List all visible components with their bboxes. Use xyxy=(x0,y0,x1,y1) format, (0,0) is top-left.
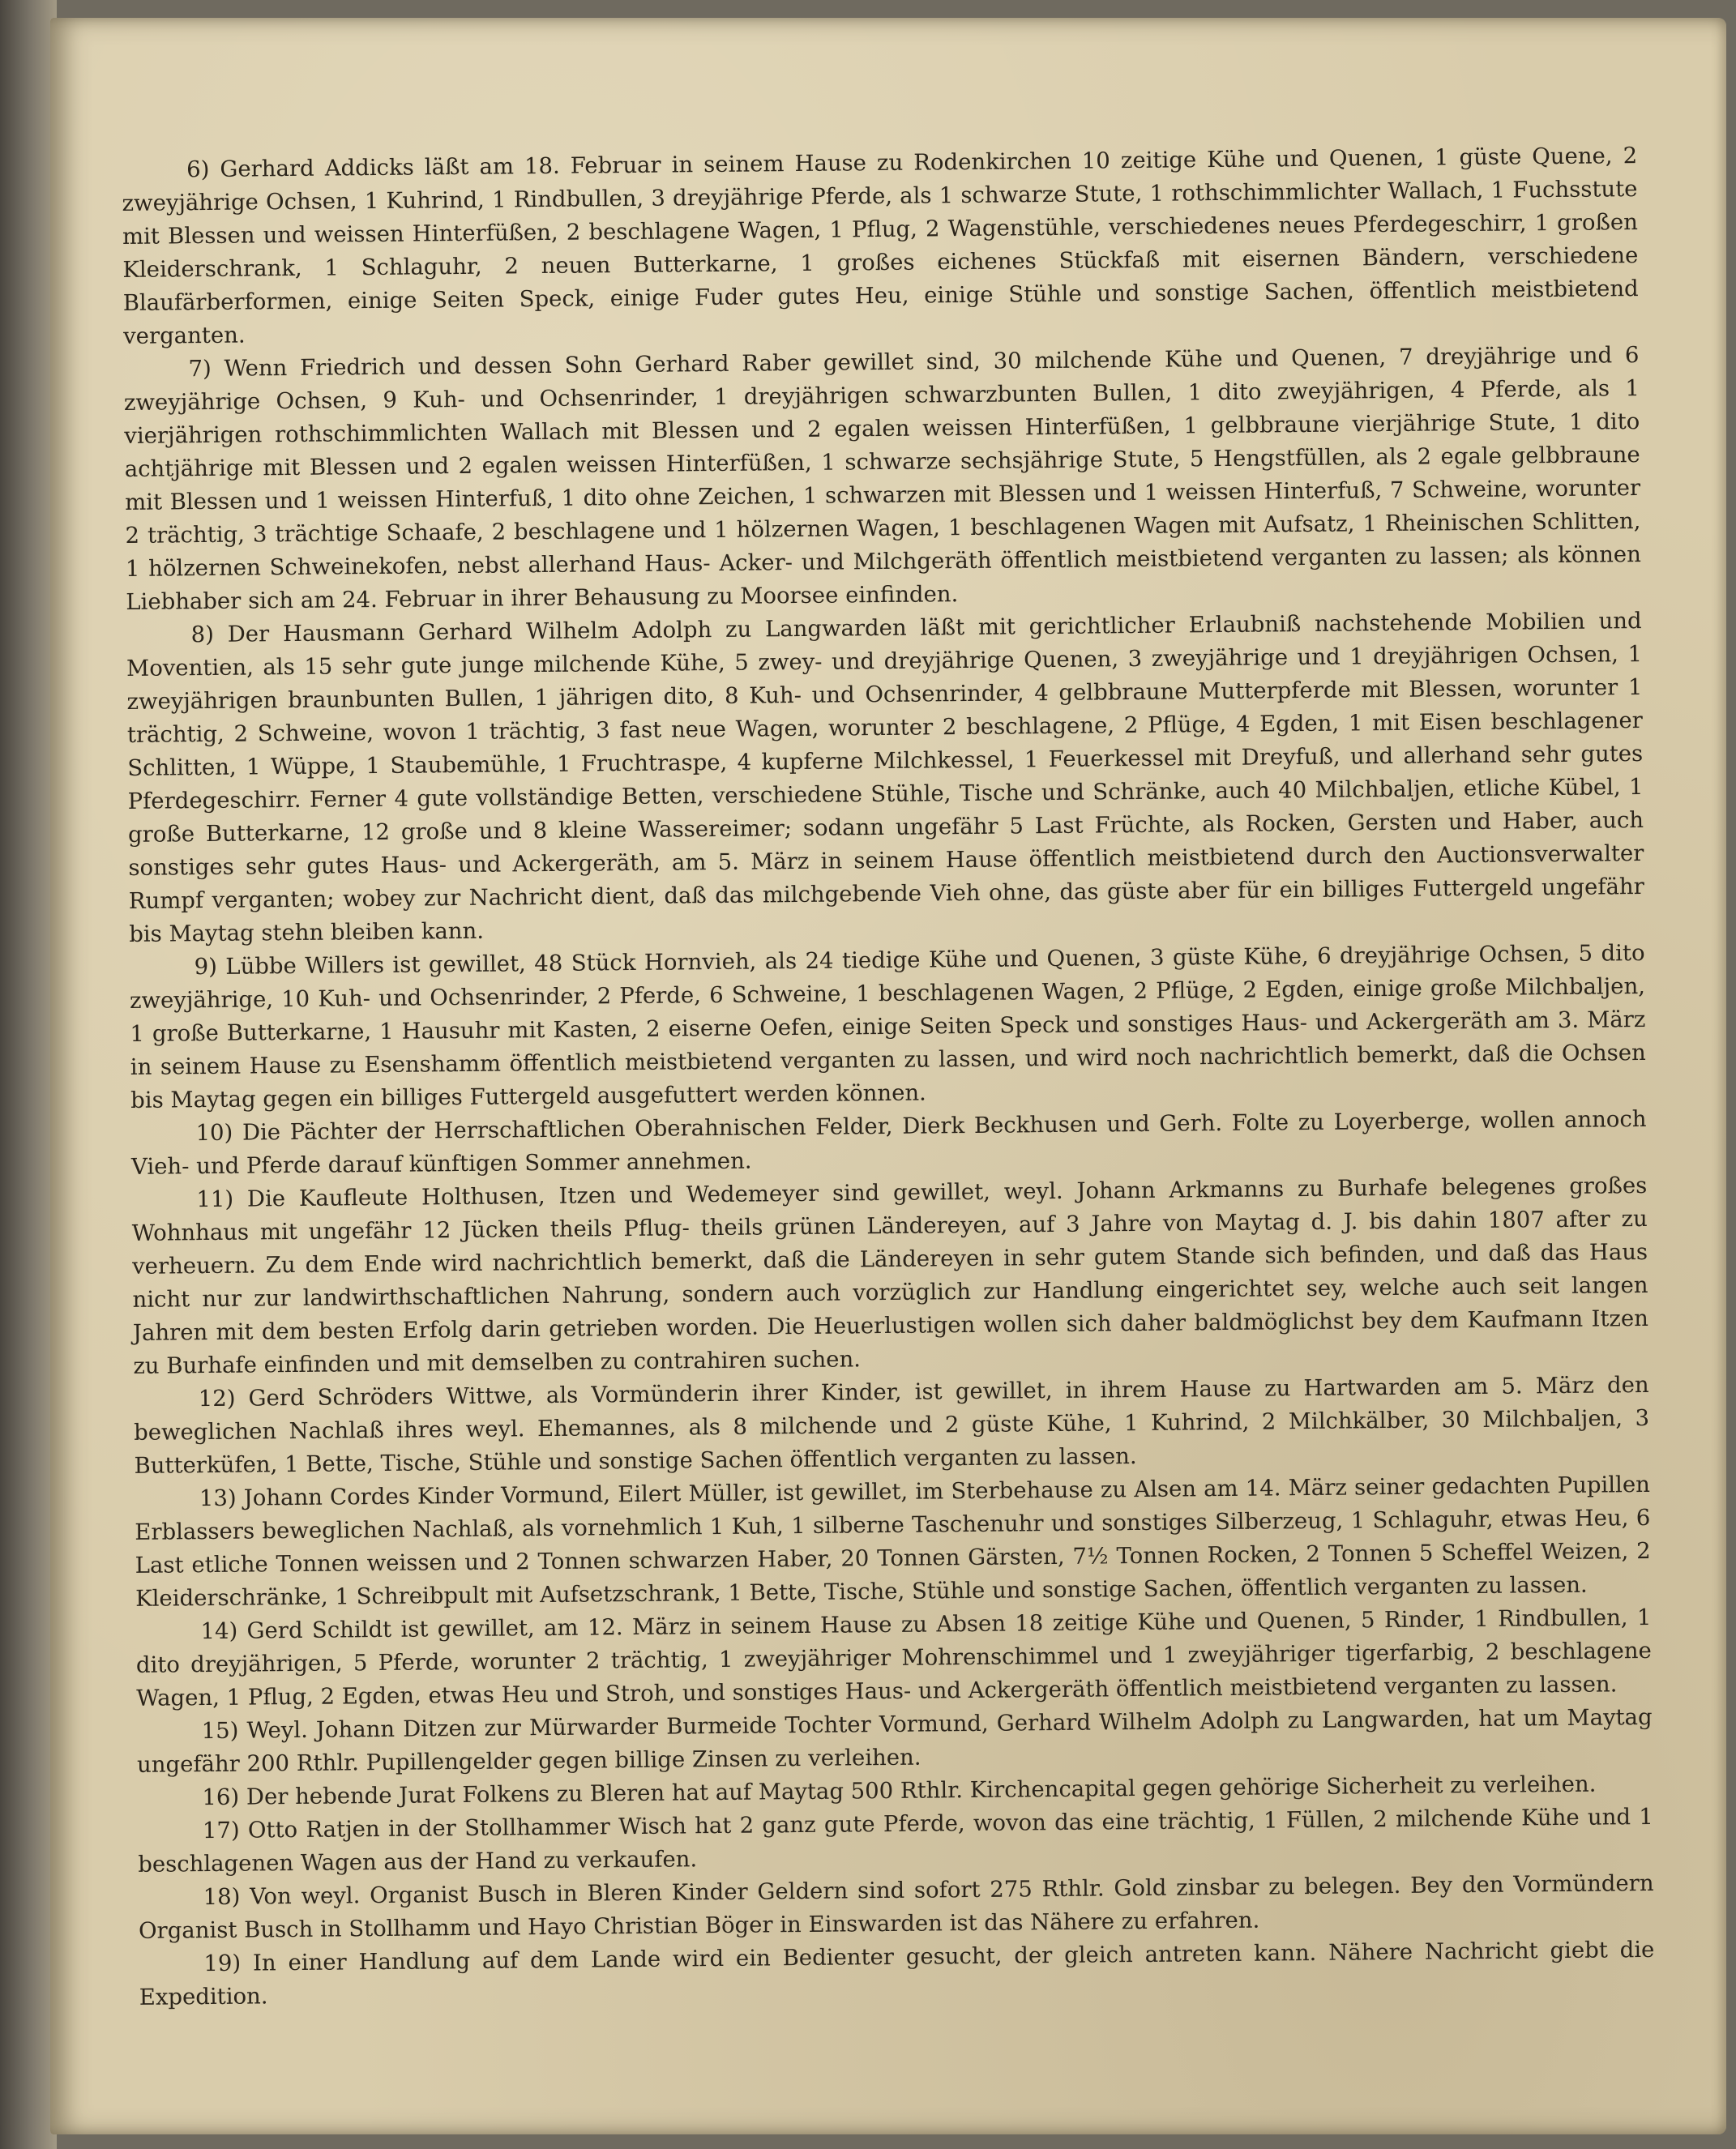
notice-entry: 12) Gerd Schröders Wittwe, als Vormünderin ihrer Kinder, ist gewillet, in ihrem Hause zu Hartwarden am 5. März den beweglichen Nachlaß ihres weyl. Ehemannes, als 8 milchende und 2 güste Kühe, 1 Kuhrind, 2 Milchkälber, 30 Milchbaljen, 3 Butterküfen, 1 Bette, Tische, Stühle und sonstige Sachen öffentlich verganten zu lassen. xyxy=(133,1371,1650,1479)
book-gutter xyxy=(0,0,57,2149)
notice-entry: 16) Der hebende Jurat Folkens zu Bleren hat auf Maytag 500 Rthlr. Kirchencapital gegen gehörige Sicherheit zu verleihen. xyxy=(202,1771,1597,1811)
notice-entry: 6) Gerhard Addicks läßt am 18. Februar in seinem Hause zu Rodenkirchen 10 zeitige Kühe und Quenen, 1 güste Quene, 2 zweyjährige Ochsen, 1 Kuhrind, 1 Rindbullen, 3 dreyjährige Pferde, als 1 schwarze Stute, 1 rothschimmlichter Wallach, 1 Fuchsstute mit Blessen und weissen Hinterfüßen, 2 beschlagene Wagen, 1 Pflug, 2 Wagenstühle, verschiedenes neues Pferdegeschirr, 1 großen Kleiderschrank, 1 Schlaguhr, 2 neuen Butterkarne, 1 großes eichenes Stückfaß mit eisernen Bändern, verschiedene Blaufärberformen, einige Seiten Speck, einige Fuder gutes Heu, einige Stühle und sonstige Sachen, öffentlich meistbietend verganten. xyxy=(122,143,1639,349)
book-page xyxy=(50,18,1726,2134)
notice-entry: 11) Die Kaufleute Holthusen, Itzen und Wedemeyer sind gewillet, weyl. Johann Arkmanns zu Burhafe belegenes großes Wohnhaus mit ungefähr 12 Jücken theils Pflug- theils grünen Ländereyen, auf 3 Jahre von Maytag d. J. bis dahin 1807 after zu verheuern. Zu dem Ende wird nachrichtlich bemerkt, daß die Ländereyen in sehr gutem Stande sich befinden, und daß das Haus nicht nur zur landwirthschaftlichen Nahrung, sondern auch vorzüglich zur Handlung eingerichtet sey, welche auch seit langen Jahren mit dem besten Erfolg darin getrieben worden. Die Heuerlustigen wollen sich daher baldmöglichst bey dem Kaufmann Itzen zu Burhafe einfinden und mit demselben zu contrahiren suchen. xyxy=(131,1172,1649,1379)
notice-entry: 7) Wenn Friedrich und dessen Sohn Gerhard Raber gewillet sind, 30 milchende Kühe und Quenen, 7 dreyjährige und 6 zweyjährige Ochsen, 9 Kuh- und Ochsenrinder, 1 dreyjährigen schwarzbunten Bullen, 1 dito zweyjährigen, 4 Pferde, als 1 vierjährigen rothschimmlichten Wallach mit Blessen und 2 egalen weissen Hinterfüßen, 1 gelbbraune vierjährige Stute, 1 dito achtjährige mit Blessen und 2 egalen weissen Hinterfüßen, 1 schwarze sechsjährige Stute, 5 Hengstfüllen, als 2 egale gelbbraune mit Blessen und 1 weissen Hinterfuß, 1 dito ohne Zeichen, 1 schwarzen mit Blessen und 1 weissen Hinterfuß, 7 Schweine, worunter 2 trächtig, 3 trächtige Schaafe, 2 beschlagene und 1 hölzernen Wagen, 1 beschlagenen Wagen mit Aufsatz, 1 Rheinischen Schlitten, 1 hölzernen Schweinekofen, nebst allerhand Haus- Acker- und Milchgeräth öffentlich meistbietend verganten zu lassen; als können Liebhaber sich am 24. Februar in ihrer Behausung zu Moorsee einfinden. xyxy=(123,342,1641,615)
notice-entry: 17) Otto Ratjen in der Stollhammer Wisch hat 2 ganz gute Pferde, wovon das eine trächtig, 1 Füllen, 2 milchende Kühe und 1 beschlagenen Wagen aus der Hand zu verkaufen. xyxy=(138,1803,1653,1878)
notice-entry: 14) Gerd Schildt ist gewillet, am 12. März in seinem Hause zu Absen 18 zeitige Kühe und Quenen, 5 Rinder, 1 Rindbullen, 1 dito dreyjährigen, 5 Pferde, worunter 2 trächtig, 1 zweyjähriger Mohrenschimmel und 1 zweyjähriger tigerfarbig, 2 beschlagene Wagen, 1 Pflug, 2 Egden, etwas Heu und Stroh, und sonstiges Haus- und Ackergeräth öffentlich meistbietend verganten zu lassen. xyxy=(135,1604,1652,1711)
notice-entry: 13) Johann Cordes Kinder Vormund, Eilert Müller, ist gewillet, im Sterbehause zu Alsen am 14. März seiner gedachten Pupillen Erblassers beweglichen Nachlaß, als vornehmlich 1 Kuh, 1 silberne Taschenuhr und sonstiges Silberzeug, 1 Schlaguhr, etwas Heu, 6 Last etliche Tonnen weissen und 2 Tonnen schwarzen Haber, 20 Tonnen Gärsten, 7½ Tonnen Rocken, 2 Tonnen 5 Scheffel Weizen, 2 Kleiderschränke, 1 Schreibpult mit Aufsetzschrank, 1 Bette, Tische, Stühle und sonstige Sachen, öffentlich verganten zu lassen. xyxy=(135,1471,1651,1612)
notice-entry: 18) Von weyl. Organist Busch in Bleren Kinder Geldern sind sofort 275 Rthlr. Gold zinsbar zu belegen. Bey den Vormündern Organist Busch in Stollhamm und Hayo Christian Böger in Einswarden ist das Nähere zu erfahren. xyxy=(138,1869,1654,1944)
notice-entry: 10) Die Pächter der Herrschaftlichen Oberahnischen Felder, Dierk Beckhusen und Gerh. Folte zu Loyerberge, wollen annoch Vieh- und Pferde darauf künftigen Sommer annehmen. xyxy=(130,1105,1647,1180)
notice-entry: 19) In einer Handlung auf dem Lande wird ein Bedienter gesucht, der gleich antreten kann. Nähere Nachricht giebt die Expedition. xyxy=(139,1936,1655,2010)
notice-entry: 15) Weyl. Johann Ditzen zur Mürwarder Burmeide Tochter Vormund, Gerhard Wilhelm Adolph zu Langwarden, hat um Maytag ungefähr 200 Rthlr. Pupillengelder gegen billige Zinsen zu verleihen. xyxy=(136,1703,1653,1778)
notice-list xyxy=(122,139,1655,2014)
notice-entry: 8) Der Hausmann Gerhard Wilhelm Adolph zu Langwarden läßt mit gerichtlicher Erlaubniß nachstehende Mobilien und Moventien, als 15 sehr gute junge milchende Kühe, 5 zwey- und dreyjährige Quenen, 3 zweyjährige und 1 dreyjährigen Ochsen, 1 zweyjährigen braunbunten Bullen, 1 jährigen dito, 8 Kuh- und Ochsenrinder, 4 gelbbraune Mutterpferde mit Blessen, worunter 1 trächtig, 2 Schweine, wovon 1 trächtig, 3 fast neue Wagen, worunter 2 beschlagene, 2 Pflüge, 4 Egden, 1 mit Eisen beschlagener Schlitten, 1 Wüppe, 1 Staubemühle, 1 Fruchtraspe, 4 kupferne Milchkessel, 1 Feuerkessel mit Dreyfuß, und allerhand sehr gutes Pferdegeschirr. Ferner 4 gute vollständige Betten, verschiedene Stühle, Tische und Schränke, auch 40 Milchbaljen, etliche Kübel, 1 große Butterkarne, 12 große und 8 kleine Wassereimer; sodann ungefähr 5 Last Früchte, als Rocken, Gersten und Haber, auch sonstiges sehr gutes Haus- und Ackergeräth, am 5. März in seinem Hause öffentlich meistbietend durch den Auctionsverwalter Rumpf verganten; wobey zur Nachricht dient, daß das milchgebende Vieh ohne, das güste aber für ein billiges Futtergeld ungefähr bis Maytag stehn bleiben kann. xyxy=(126,608,1644,947)
notice-entry: 9) Lübbe Willers ist gewillet, 48 Stück Hornvieh, als 24 tiedige Kühe und Quenen, 3 güste Kühe, 6 dreyjährige Ochsen, 5 dito zweyjährige, 10 Kuh- und Ochsenrinder, 2 Pferde, 6 Schweine, 1 beschlagenen Wagen, 2 Pflüge, 2 Egden, einige große Milchbaljen, 1 große Butterkarne, 1 Hausuhr mit Kasten, 2 eiserne Oefen, einige Seiten Speck und sonstiges Haus- und Ackergeräth am 3. März in seinem Hause zu Esenshamm öffentlich meistbietend verganten zu lassen, und wird noch nachrichtlich bemerkt, daß die Ochsen bis Maytag gegen ein billiges Futtergeld ausgefuttert werden können. xyxy=(129,940,1646,1113)
